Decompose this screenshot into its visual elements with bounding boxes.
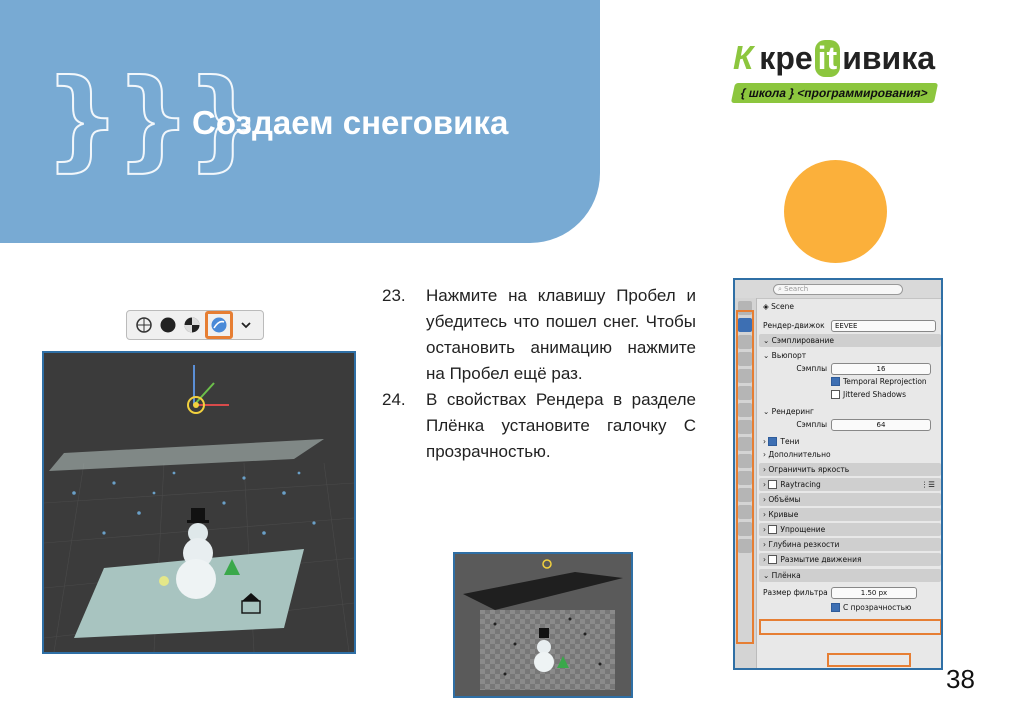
filter-size-row	[759, 586, 941, 599]
shading-dropdown-button[interactable]	[235, 314, 257, 336]
scene-icon: ◈	[763, 302, 772, 311]
section-sampling[interactable]	[759, 334, 941, 347]
section-clamp-brightness[interactable]	[759, 463, 941, 476]
panel-body	[759, 300, 941, 614]
wireframe-icon	[135, 316, 153, 334]
temporal-reprojection-checkbox[interactable]	[831, 377, 840, 386]
list-icon: ⋮☰	[920, 480, 935, 489]
chevron-right-icon: ›	[763, 540, 769, 549]
page-number: 38	[946, 664, 975, 694]
transparent-scene-image	[455, 554, 631, 696]
render-samples-label: Сэмплы	[796, 420, 827, 429]
logo	[733, 40, 983, 115]
rendered-shading-button[interactable]	[205, 311, 233, 339]
simplify-checkbox[interactable]	[768, 525, 777, 534]
bracket-decoration: }}}	[44, 57, 257, 182]
wireframe-shading-button[interactable]	[133, 314, 155, 336]
subsection-viewport[interactable]	[759, 349, 941, 362]
instruction-steps	[382, 283, 696, 465]
solid-shading-button[interactable]	[157, 314, 179, 336]
shadows-checkbox[interactable]	[768, 437, 777, 446]
chevron-down-icon: ⌄	[763, 571, 772, 580]
slide-title: Создаем снеговика	[192, 104, 509, 141]
render-samples-field[interactable]: 64	[831, 419, 931, 431]
logo-word-part1: кре	[759, 39, 813, 76]
panel-header	[735, 280, 941, 299]
filter-size-label: Размер фильтра	[763, 588, 828, 597]
film-highlight-frame	[759, 619, 942, 635]
advanced-label: Дополнительно	[768, 450, 831, 459]
motion-blur-checkbox[interactable]	[768, 555, 777, 564]
step-item	[382, 387, 696, 465]
viewport-shading-bar	[126, 310, 264, 340]
section-simplify[interactable]	[759, 523, 941, 536]
temporal-reprojection-row[interactable]	[759, 375, 941, 388]
section-curves-label: Кривые	[768, 510, 799, 519]
jittered-shadows-row[interactable]	[759, 388, 941, 401]
temporal-reprojection-label: Temporal Reprojection	[843, 377, 927, 386]
section-raytracing-label: Raytracing	[780, 480, 821, 489]
render-engine-select[interactable]: EEVEE	[831, 320, 936, 332]
section-volumes-label: Объёмы	[768, 495, 801, 504]
chevron-down-icon: ⌄	[763, 336, 772, 345]
logo-subtitle: { школа } <программирования>	[731, 83, 938, 103]
orange-circle-decoration	[784, 160, 887, 263]
transparent-row[interactable]	[759, 601, 941, 614]
step-number: 23.	[382, 286, 406, 305]
chevron-right-icon: ›	[763, 525, 769, 534]
render-properties-panel	[733, 278, 943, 670]
transparent-render-preview[interactable]	[453, 552, 633, 698]
section-motion-blur[interactable]	[759, 553, 941, 566]
advanced-row[interactable]	[759, 448, 941, 461]
chevron-right-icon: ›	[763, 465, 769, 474]
filter-size-field[interactable]: 1.50 px	[831, 587, 917, 599]
step-number: 24.	[382, 390, 406, 409]
transparent-checkbox[interactable]	[831, 603, 840, 612]
chevron-right-icon: ›	[763, 437, 769, 446]
section-film[interactable]	[759, 569, 941, 582]
step-text: Нажмите на клавишу Пробел и убедитесь что пошел снег. Чтобы остановить анимацию нажмите на Пробел ещё раз.	[426, 286, 696, 383]
chevron-right-icon: ›	[763, 555, 769, 564]
shadows-label: Тени	[780, 437, 800, 446]
section-depth-of-field-label: Глубина резкости	[768, 540, 840, 549]
logo-word-it: it	[815, 40, 841, 77]
snowman-scene-image	[44, 353, 354, 652]
section-raytracing[interactable]	[759, 478, 941, 491]
transparent-highlight-frame	[827, 653, 911, 667]
viewport-samples-row	[759, 362, 941, 375]
section-motion-blur-label: Размытие движения	[780, 555, 862, 564]
viewport-3d-scene[interactable]	[42, 351, 356, 654]
scene-row	[759, 300, 941, 313]
search-input[interactable]	[773, 284, 903, 295]
chevron-down-icon	[240, 319, 252, 331]
chevron-right-icon: ›	[763, 510, 769, 519]
render-engine-row	[759, 319, 941, 332]
subsection-render-label: Рендеринг	[771, 407, 814, 416]
jittered-shadows-checkbox[interactable]	[831, 390, 840, 399]
subsection-render[interactable]	[759, 405, 941, 418]
section-depth-of-field[interactable]	[759, 538, 941, 551]
solid-sphere-icon	[159, 316, 177, 334]
chevron-down-icon: ⌄	[763, 407, 772, 416]
scene-label: Scene	[771, 302, 795, 311]
search-placeholder: Search	[784, 285, 809, 293]
chevron-down-icon: ⌄	[763, 351, 772, 360]
viewport-samples-label: Сэмплы	[796, 364, 827, 373]
jittered-shadows-label: Jittered Shadows	[843, 390, 906, 399]
section-clamp-brightness-label: Ограничить яркость	[768, 465, 850, 474]
subsection-viewport-label: Вьюпорт	[771, 351, 807, 360]
material-sphere-icon	[183, 316, 201, 334]
section-volumes[interactable]	[759, 493, 941, 506]
section-sampling-label: Сэмплирование	[771, 336, 835, 345]
chevron-right-icon: ›	[763, 450, 769, 459]
step-item	[382, 283, 696, 387]
logo-word-part2: ивика	[842, 39, 936, 76]
viewport-samples-field[interactable]: 16	[831, 363, 931, 375]
logo-k-icon: К	[733, 39, 754, 76]
section-simplify-label: Упрощение	[780, 525, 826, 534]
render-samples-row	[759, 418, 941, 431]
section-curves[interactable]	[759, 508, 941, 521]
raytracing-checkbox[interactable]	[768, 480, 777, 489]
render-engine-label: Рендер-движок	[763, 321, 825, 330]
section-film-label: Плёнка	[771, 571, 801, 580]
shadows-row[interactable]	[759, 435, 941, 448]
transparent-label: С прозрачностью	[843, 603, 912, 612]
chevron-right-icon: ›	[763, 495, 769, 504]
chevron-right-icon: ›	[763, 480, 769, 489]
step-text: В свойствах Рендера в разделе Плёнка установите галочку С прозрачностью.	[426, 390, 696, 461]
material-shading-button[interactable]	[181, 314, 203, 336]
tabs-highlight-frame	[736, 310, 754, 644]
rendered-sphere-icon	[210, 316, 228, 334]
search-icon: ⌕	[778, 284, 785, 293]
